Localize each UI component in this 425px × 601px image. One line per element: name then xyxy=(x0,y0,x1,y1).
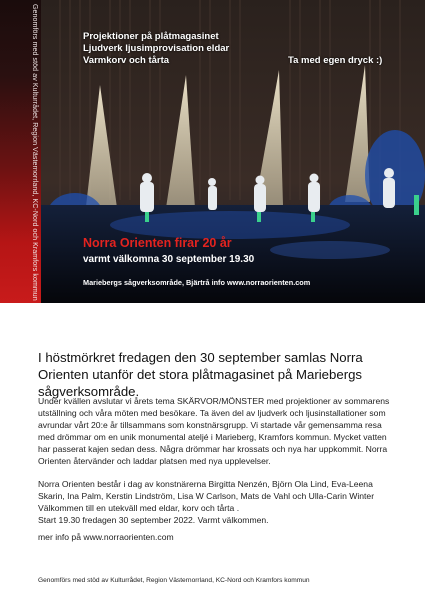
intro-text: I höstmörkret fredagen den 30 september samlas Norra Orienten utanför det stora plåtmagasinet på Mariebergs sågverksområde. xyxy=(38,350,363,399)
hero-line-food: Varmkorv och tårta xyxy=(83,55,170,66)
event-welcome: varmt välkomna 30 september 19.30 xyxy=(83,254,255,265)
start-line: Start 19.30 fredagen 30 september 2022. Varmt välkommen. xyxy=(38,515,269,526)
event-location: Mariebergs sågverksområde, Bjärtrå info www.norraorienten.com xyxy=(83,278,311,287)
welcome-line: Välkommen till en utekväll med eldar, korv och tårta . xyxy=(38,503,240,514)
vertical-sponsor-text: Genomförs med stöd av Kulturrådet, Region Västernorrland, KC-Nord och Kramfors kommun xyxy=(31,4,38,301)
hero-line-projections: Projektioner på plåtmagasinet xyxy=(83,31,219,42)
hero-line-sound: Ljudverk ljusimprovisation eldar xyxy=(83,43,230,54)
event-title: Norra Orienten firar 20 år xyxy=(83,236,232,250)
footer-sponsors: Genomförs med stöd av Kulturrådet, Region Västernorrland, KC-Nord och Kramfors kommun xyxy=(38,577,310,584)
paragraph: Under kvällen avslutar vi årets tema SKÄRVOR/MÖNSTER med projektioner av sommarens utställning och våra möten med besökare. Ta även del av ljudverk och ljusinstallationer som avrundar vårt 20:e år tillsammans som konstnärsgrupp. Vi startade vår gemensamma resa med drömmar om en unik monumental ateljé i Marieberg, Kramfors kommun. Mycket vatten har passerat kajen sedan dess. Några drömmar har krossats och nya har uppkommit. Norra Orienten återvänder och laddar platsen med nya upplevelser. xyxy=(38,396,390,466)
members-line: Norra Orienten består i dag av konstnärerna Birgitta Nenzén, Björn Ola Lind, Eva-Leena Skarin, Ina Palm, Kerstin Lindström, Lisa W Carlson, Mats de Vahl och Ulla-Carin Winter xyxy=(38,479,375,502)
members-paragraph xyxy=(38,479,398,527)
more-info-link[interactable]: mer info på www.norraorienten.com xyxy=(38,532,174,542)
hero-line-drink: Ta med egen dryck :) xyxy=(288,55,383,66)
body-text xyxy=(38,396,398,527)
